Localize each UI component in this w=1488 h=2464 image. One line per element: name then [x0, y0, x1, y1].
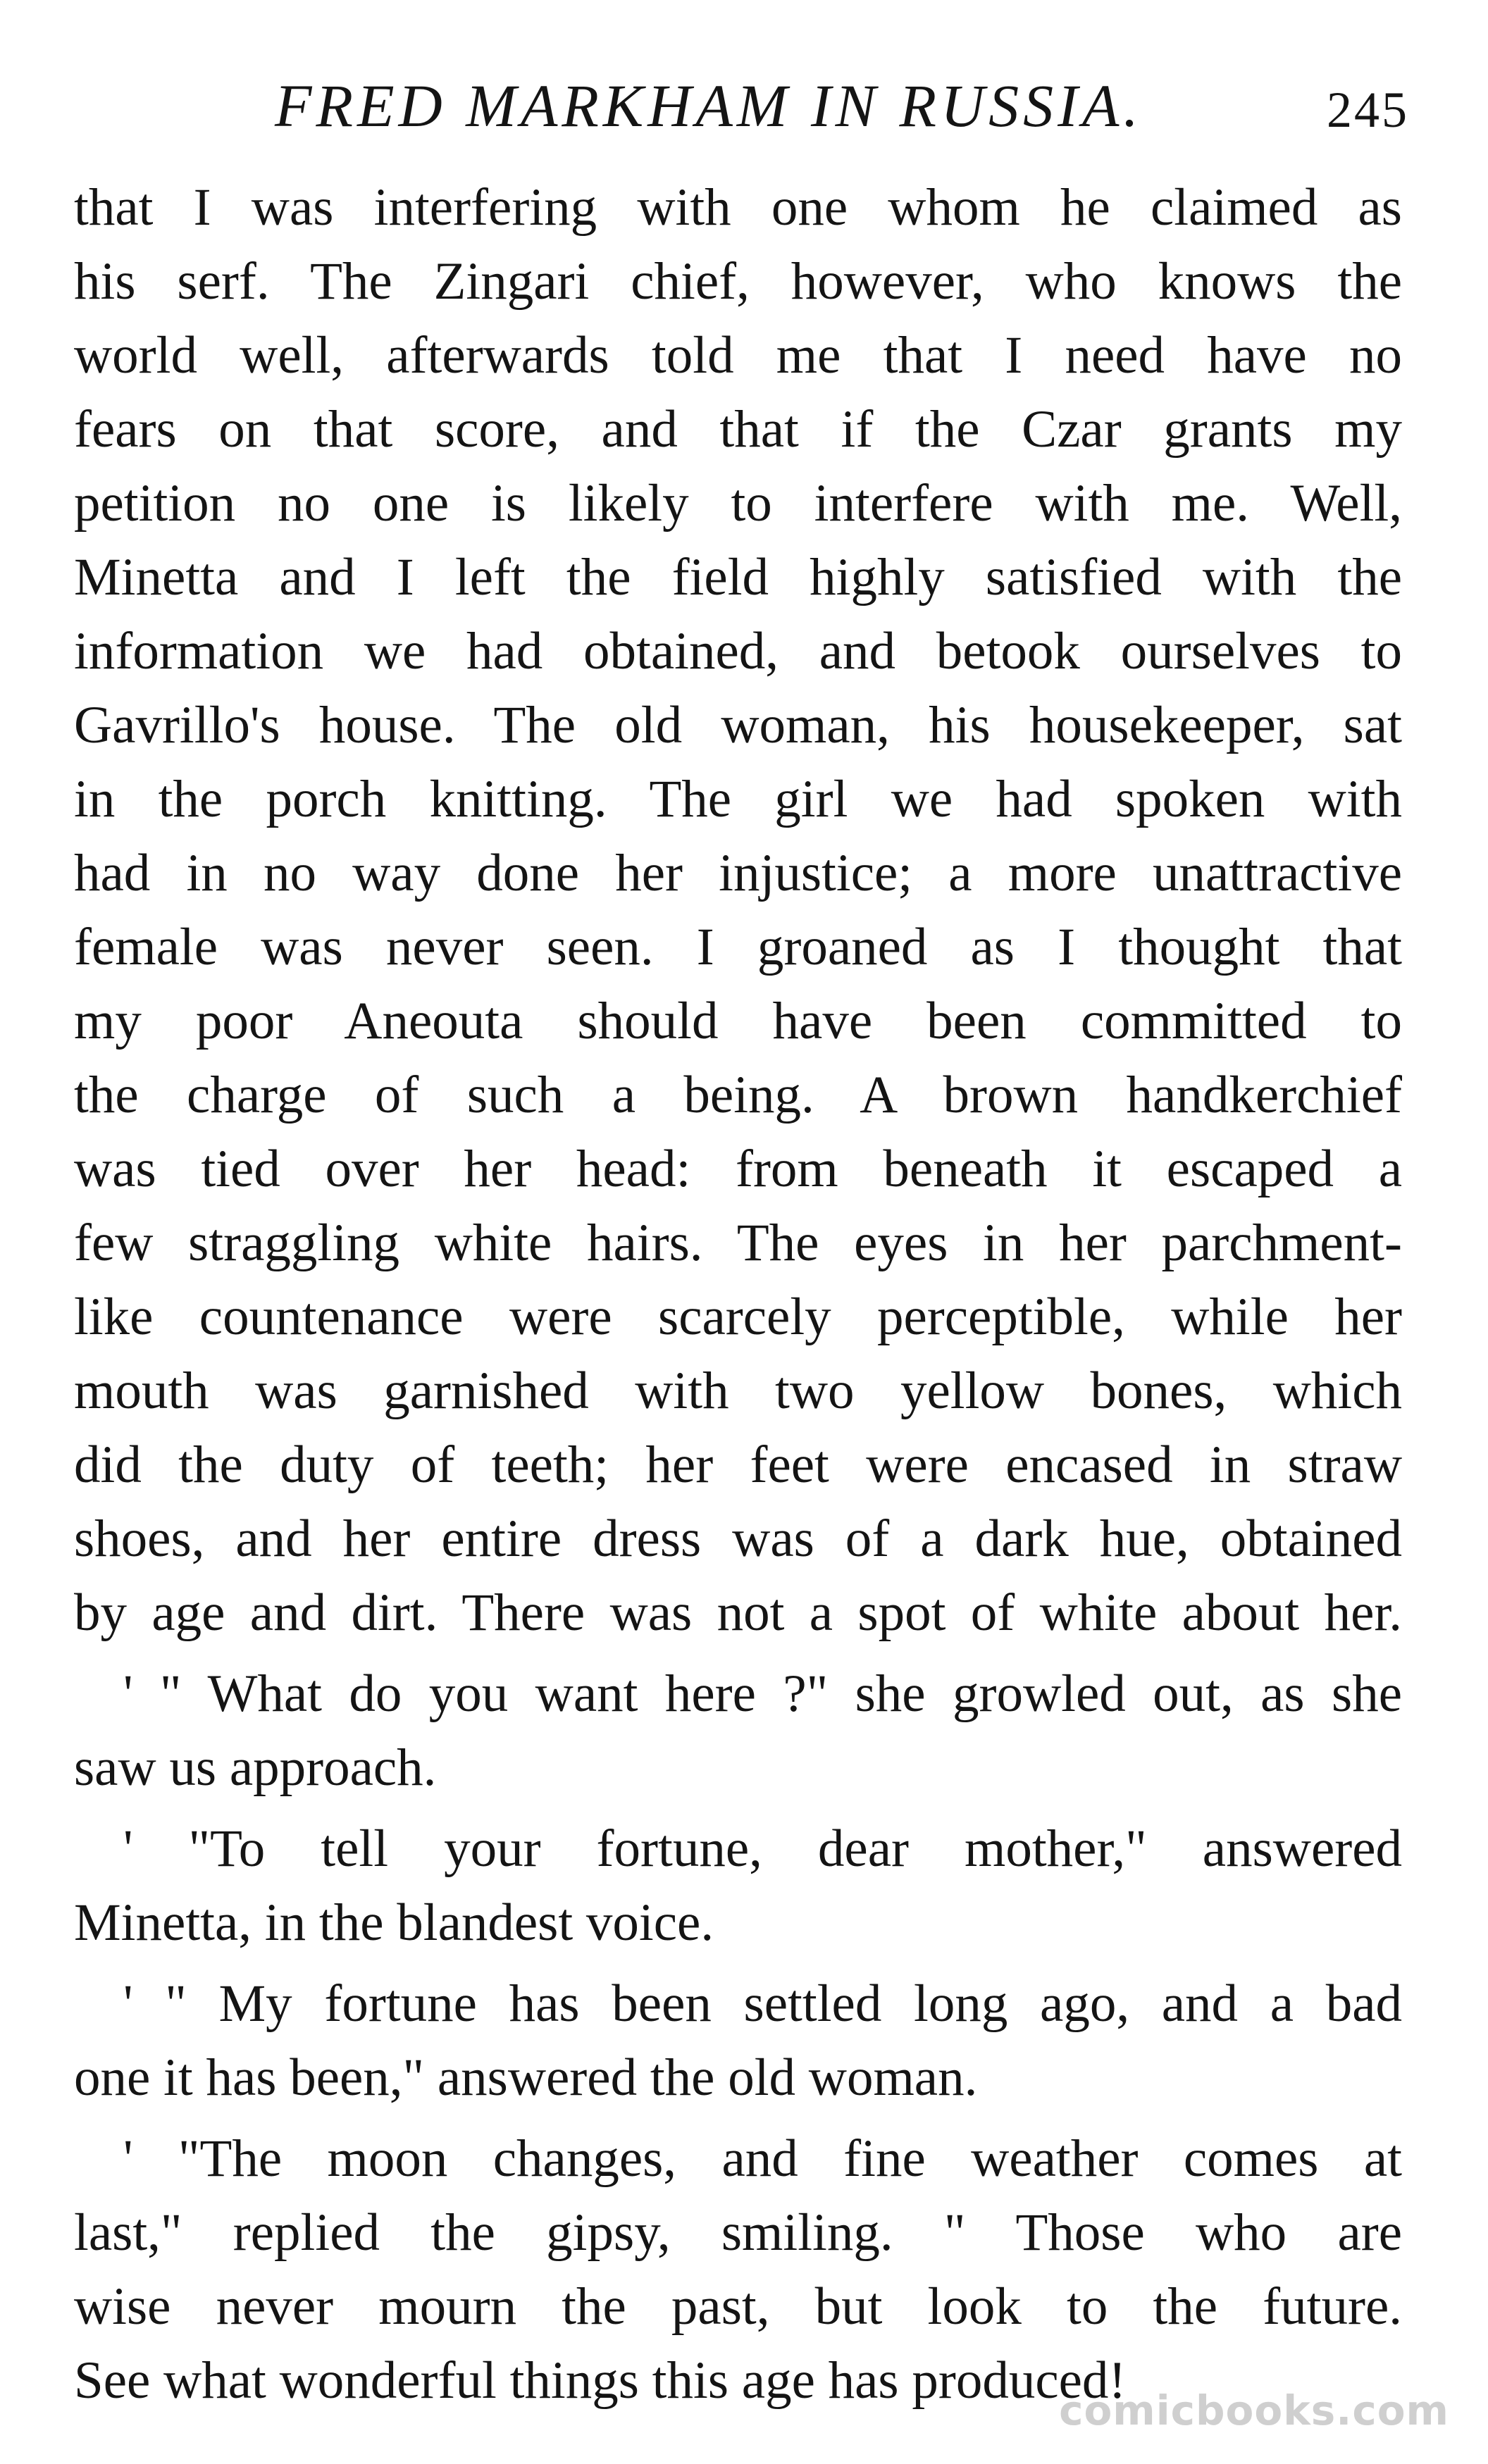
paragraph	[74, 1812, 1402, 1960]
text-line: ' " What do you want here ?" she growled out, as she	[123, 1665, 1402, 1723]
running-header	[78, 67, 1409, 144]
text-line: like countenance were scarcely perceptible, while her	[74, 1288, 1402, 1346]
text-line: had in no way done her injustice; a more unattractive	[74, 844, 1402, 902]
text-line: ' "To tell your fortune, dear mother," answered	[123, 1819, 1402, 1878]
text-line: world well, afterwards told me that I need have no	[74, 326, 1402, 385]
watermark: comicbooks.com	[1059, 2387, 1449, 2434]
text-line: was tied over her head: from beneath it escaped a	[74, 1140, 1402, 1198]
text-line: few straggling white hairs. The eyes in her parchment-	[74, 1214, 1402, 1272]
text-line: my poor Aneouta should have been committed to	[74, 992, 1402, 1050]
text-line: by age and dirt. There was not a spot of white about her.	[74, 1583, 1402, 1642]
text-line: in the porch knitting. The girl we had spoken with	[74, 770, 1402, 828]
text-line: female was never seen. I groaned as I thought that	[74, 918, 1402, 976]
paragraph	[74, 1657, 1402, 1805]
paragraph	[74, 170, 1402, 1650]
text-line: Minetta and I left the field highly satisfied with the	[74, 548, 1402, 606]
text-line: Minetta, in the blandest voice.	[74, 1893, 714, 1952]
text-line: did the duty of teeth; her feet were encased in straw	[74, 1436, 1402, 1494]
text-line: last," replied the gipsy, smiling. " Those who are	[74, 2203, 1402, 2262]
running-title: FRED MARKHAM IN RUSSIA.	[275, 72, 1143, 139]
text-line: ' "The moon changes, and fine weather comes at	[123, 2129, 1402, 2188]
text-line: the charge of such a being. A brown handkerchief	[74, 1066, 1402, 1124]
text-line: fears on that score, and that if the Czar grants my	[74, 400, 1402, 459]
text-line: ' " My fortune has been settled long ago, and a bad	[123, 1974, 1402, 2033]
text-line: petition no one is likely to interfere with me. Well,	[74, 474, 1402, 533]
paragraph	[74, 2122, 1402, 2418]
text-body	[74, 170, 1402, 2425]
page-number: 245	[1327, 82, 1409, 138]
text-line: wise never mourn the past, but look to the future.	[74, 2277, 1402, 2336]
text-line: saw us approach.	[74, 1738, 437, 1797]
text-line: Gavrillo's house. The old woman, his housekeeper, sat	[74, 696, 1402, 754]
text-line: See what wonderful things this age has produced!	[74, 2351, 1127, 2410]
text-line: his serf. The Zingari chief, however, who knows the	[74, 252, 1402, 311]
text-line: mouth was garnished with two yellow bones, which	[74, 1362, 1402, 1420]
paragraph	[74, 1967, 1402, 2115]
text-line: one it has been," answered the old woman.	[74, 2048, 978, 2107]
text-line: that I was interfering with one whom he claimed as	[74, 178, 1402, 237]
text-line: shoes, and her entire dress was of a dark hue, obtained	[74, 1510, 1402, 1568]
text-line: information we had obtained, and betook ourselves to	[74, 622, 1402, 680]
